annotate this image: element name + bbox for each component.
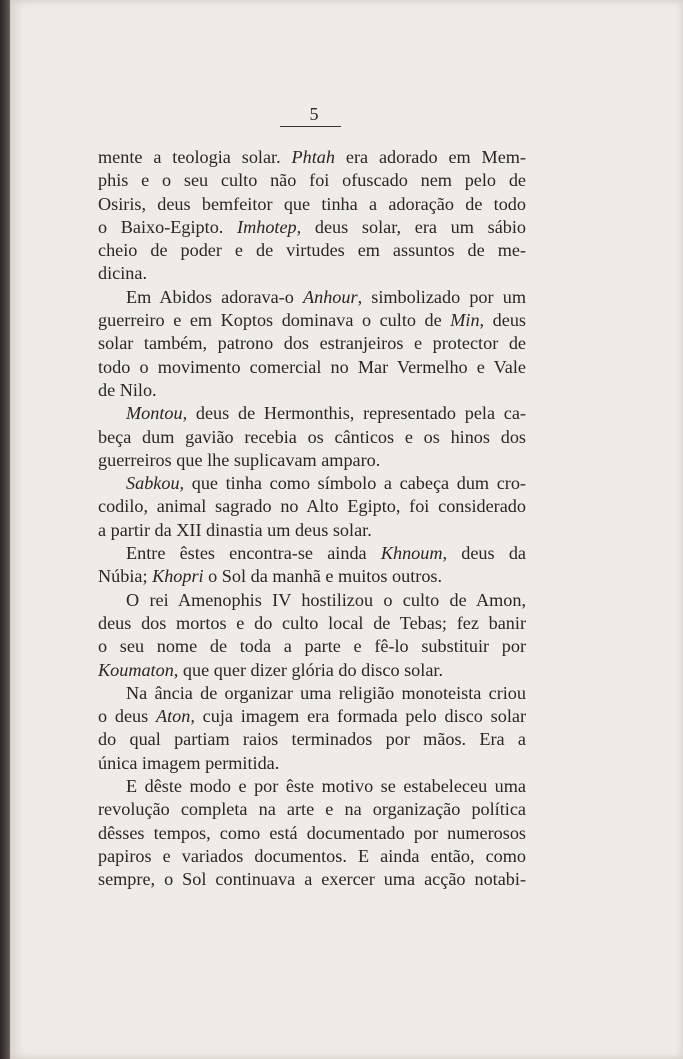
text-run: era adorado em Mem- (335, 147, 526, 167)
text-run: de Nilo. (98, 379, 157, 400)
text-run: única imagem permitida. (98, 752, 280, 773)
text-line (98, 635, 526, 658)
text-run: cuja imagem era formada pelo disco solar (194, 706, 527, 727)
text-line (98, 426, 526, 449)
italic-term: Aton, (155, 706, 195, 727)
text-line (98, 775, 526, 798)
header-rule (280, 126, 341, 127)
text-line (98, 589, 526, 612)
text-line (98, 728, 526, 751)
text-run: cheio de poder e de virtudes em assuntos de me- (98, 240, 526, 261)
italic-term: Montou, (126, 403, 188, 424)
text-run: O rei Amenophis IV hostilizou o culto de Amon, (126, 589, 526, 610)
text-run: phis e o seu culto não foi ofuscado nem pelo de (98, 170, 526, 191)
text-run: deus solar, era um sábio (301, 216, 527, 237)
text-line (98, 752, 526, 775)
text-line (98, 146, 526, 169)
text-line (98, 798, 526, 821)
text-run: beça dum gavião recebia os cânticos e os hinos dos (98, 426, 526, 447)
text-line (98, 845, 526, 868)
text-line (98, 519, 526, 542)
text-run: do qual partiam raios terminados por mãos. Era a (98, 729, 526, 750)
text-line (98, 822, 526, 845)
text-line (98, 472, 526, 495)
text-line (98, 193, 526, 216)
italic-term: Khopri (152, 566, 204, 587)
text-line (98, 402, 526, 425)
body-text (98, 146, 526, 892)
text-run: deus (484, 310, 526, 331)
text-run: guerreiros que lhe suplicavam amparo. (98, 449, 381, 470)
text-line (98, 565, 526, 588)
text-line (98, 868, 526, 891)
italic-term: Min, (450, 310, 485, 331)
text-run: Núbia; (98, 566, 153, 587)
text-run: o deus (98, 706, 156, 727)
text-run: sempre, o Sol continuava a exercer uma acção notabi- (98, 869, 526, 890)
text-run: mente a teologia solar. (98, 147, 292, 167)
text-run: codilo, animal sagrado no Alto Egipto, foi considerado (98, 496, 526, 517)
text-line (98, 356, 526, 379)
text-line (98, 659, 526, 682)
text-run: , simbolizado por um (357, 286, 526, 307)
page-number: 5 (309, 104, 319, 124)
text-line (98, 612, 526, 635)
text-line (98, 239, 526, 262)
text-run: papiros e variados documentos. E ainda então, como (98, 845, 526, 866)
text-line (98, 542, 526, 565)
italic-term: Phtah (291, 147, 335, 167)
text-line (98, 449, 526, 472)
text-run: deus dos mortos e do culto local de Tebas; fez banir (98, 612, 526, 633)
italic-term: Imhotep, (237, 216, 302, 237)
text-line (98, 705, 526, 728)
text-run: Entre êstes encontra-se ainda (126, 543, 381, 564)
italic-term: Koumaton (98, 659, 174, 680)
book-spine-edge (0, 0, 10, 1059)
text-run: dicina. (98, 263, 147, 284)
italic-term: Sabkou, (126, 473, 185, 494)
text-run: solar também, patrono dos estranjeiros e protector de (98, 333, 526, 354)
text-run: revolução completa na arte e na organização política (98, 799, 526, 820)
text-line (98, 332, 526, 355)
text-run: o Sol da manhã e muitos outros. (203, 566, 443, 587)
text-line (98, 286, 526, 309)
text-line (98, 682, 526, 705)
text-run: deus da (447, 543, 526, 564)
text-run: , que quer dizer glória do disco solar. (173, 659, 443, 680)
text-run: Osiris, deus bemfeitor que tinha a adoração de todo (98, 193, 526, 214)
text-run: que tinha como símbolo a cabeça dum cro- (184, 473, 526, 494)
book-page (10, 0, 683, 1059)
text-line (98, 495, 526, 518)
text-run: o seu nome de toda a parte e fê-lo substituir por (98, 636, 526, 657)
text-line (98, 262, 526, 285)
text-run: deus de Hermonthis, representado pela ca- (187, 403, 526, 424)
italic-term: Anhour (303, 286, 358, 307)
text-line (98, 169, 526, 192)
text-run: guerreiro e em Koptos dominava o culto de (98, 310, 451, 331)
text-run: todo o movimento comercial no Mar Vermelho e Vale (98, 356, 526, 377)
text-run: o Baixo-Egipto. (98, 216, 238, 237)
text-line (98, 309, 526, 332)
text-line (98, 216, 526, 239)
text-run: Em Abidos adorava-o (126, 286, 303, 307)
italic-term: Khnoum, (380, 543, 448, 564)
text-run: dêsses tempos, como está documentado por numerosos (98, 822, 526, 843)
text-run: Na ância de organizar uma religião monoteista criou (126, 682, 526, 703)
text-run: E dêste modo e por êste motivo se estabeleceu uma (126, 776, 526, 797)
text-run: a partir da XII dinastia um deus solar. (98, 519, 372, 540)
text-line (98, 379, 526, 402)
